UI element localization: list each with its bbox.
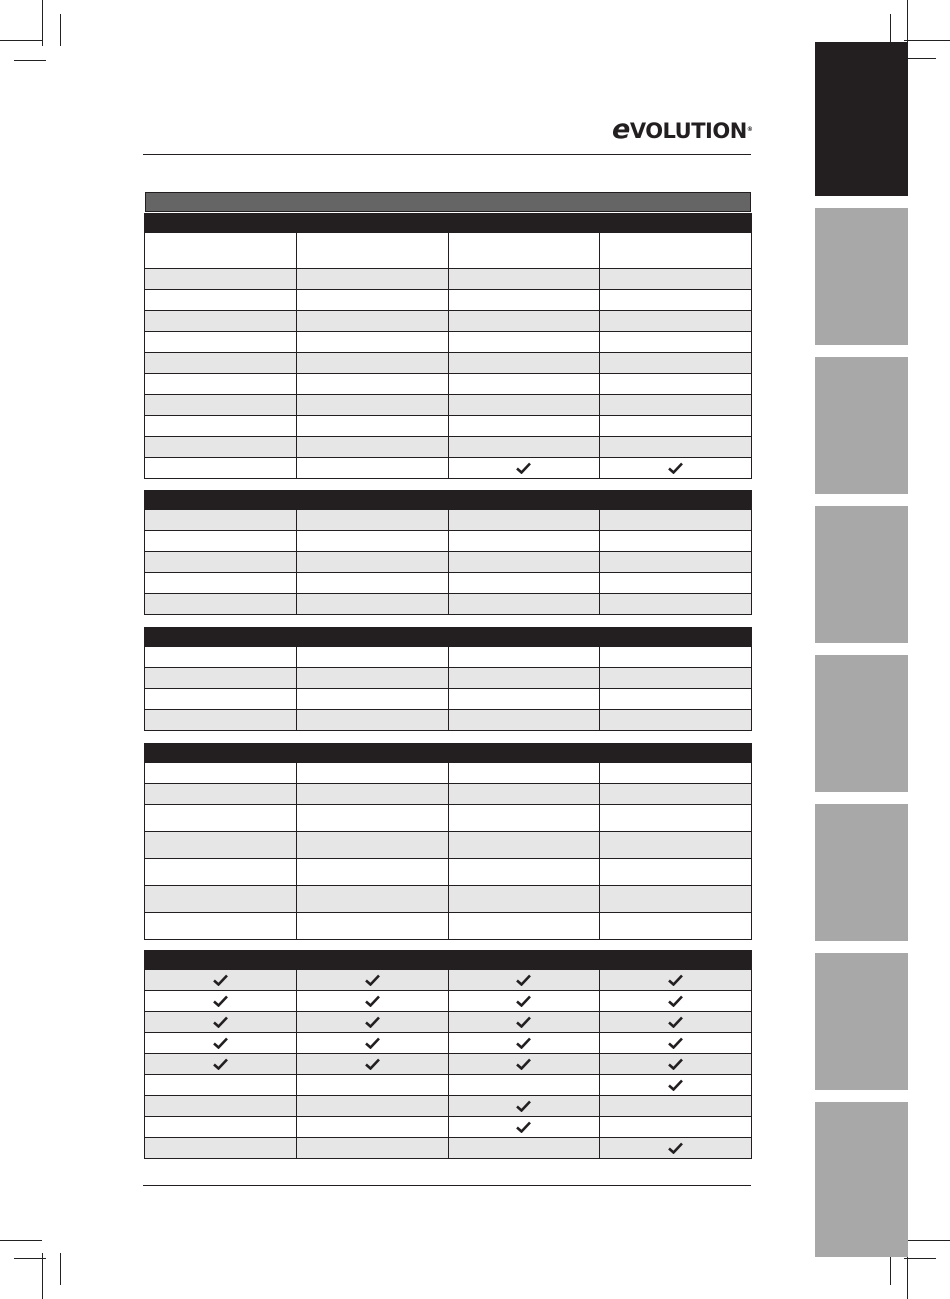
spec-section — [144, 490, 752, 615]
table-cell — [600, 859, 751, 885]
table-cell — [145, 594, 297, 614]
table-row — [144, 1096, 752, 1117]
table-cell — [145, 395, 297, 415]
header-rule — [143, 154, 751, 155]
checkmark-icon — [668, 995, 683, 1007]
table-cell — [297, 395, 449, 415]
table-row — [144, 374, 752, 395]
table-cell — [449, 1054, 601, 1074]
table-cell — [145, 710, 297, 730]
table-cell — [297, 1117, 449, 1137]
table-cell — [449, 458, 601, 478]
table-row — [144, 970, 752, 991]
section-tab — [815, 953, 908, 1090]
table-cell — [297, 531, 449, 551]
table-cell — [600, 805, 751, 831]
table-cell — [449, 510, 601, 530]
table-cell — [600, 458, 751, 478]
checkmark-icon — [365, 974, 380, 986]
table-row — [144, 510, 752, 531]
table-cell — [145, 784, 297, 804]
spec-section — [144, 743, 752, 940]
table-cell — [145, 233, 297, 268]
evolution-logo — [612, 116, 757, 144]
table-row — [144, 710, 752, 731]
table-cell — [449, 416, 601, 436]
table-row — [144, 1075, 752, 1096]
crop-mark — [60, 14, 61, 46]
table-cell — [449, 668, 601, 688]
checkmark-icon — [213, 1037, 228, 1049]
table-cell — [297, 458, 449, 478]
crop-mark — [0, 1240, 42, 1241]
table-cell — [600, 573, 751, 593]
table-row — [144, 332, 752, 353]
table-cell — [297, 668, 449, 688]
table-row — [144, 353, 752, 374]
table-cell — [449, 1117, 601, 1137]
table-cell — [600, 531, 751, 551]
table-row — [144, 689, 752, 710]
checkmark-icon — [668, 1037, 683, 1049]
table-cell — [449, 233, 601, 268]
table-cell — [297, 805, 449, 831]
table-cell — [145, 913, 297, 939]
section-tabs — [815, 0, 908, 1299]
table-cell — [449, 710, 601, 730]
table-row — [144, 1012, 752, 1033]
table-cell — [600, 689, 751, 709]
table-cell — [145, 573, 297, 593]
trademark-symbol: ® — [746, 126, 753, 133]
section-tab — [815, 655, 908, 792]
table-cell — [297, 784, 449, 804]
table-cell — [449, 290, 601, 310]
crop-mark — [42, 0, 43, 46]
checkmark-icon — [365, 995, 380, 1007]
table-cell — [145, 552, 297, 572]
checkmark-icon — [365, 1058, 380, 1070]
table-cell — [449, 832, 601, 858]
table-cell — [449, 1096, 601, 1116]
table-cell — [145, 437, 297, 457]
table-cell — [449, 805, 601, 831]
table-cell — [449, 374, 601, 394]
table-row — [144, 290, 752, 311]
checkmark-icon — [668, 462, 683, 474]
table-cell — [145, 269, 297, 289]
table-cell — [449, 311, 601, 331]
table-cell — [145, 668, 297, 688]
table-cell — [145, 1117, 297, 1137]
table-row — [144, 1033, 752, 1054]
crop-mark — [60, 1253, 61, 1285]
table-cell — [600, 416, 751, 436]
table-cell — [145, 374, 297, 394]
checkmark-icon — [516, 462, 531, 474]
table-cell — [449, 353, 601, 373]
table-row — [144, 886, 752, 913]
crop-mark — [904, 1258, 936, 1259]
table-cell — [145, 416, 297, 436]
section-header — [144, 627, 752, 647]
table-row — [144, 458, 752, 479]
checkmark-icon — [516, 995, 531, 1007]
table-cell — [145, 1033, 297, 1053]
table-cell — [145, 332, 297, 352]
table-cell — [600, 1075, 751, 1095]
table-cell — [297, 1138, 449, 1158]
checkmark-icon — [668, 1142, 683, 1154]
table-cell — [449, 970, 601, 990]
section-header — [144, 950, 752, 970]
table-cell — [145, 353, 297, 373]
table-cell — [600, 233, 751, 268]
checkmark-icon — [668, 1079, 683, 1091]
table-row — [144, 233, 752, 269]
table-cell — [449, 1138, 601, 1158]
table-cell — [600, 269, 751, 289]
table-cell — [145, 1012, 297, 1032]
table-cell — [600, 832, 751, 858]
table-cell — [297, 689, 449, 709]
table-cell — [600, 1033, 751, 1053]
table-cell — [145, 311, 297, 331]
table-cell — [145, 763, 297, 783]
table-row — [144, 416, 752, 437]
table-cell — [449, 913, 601, 939]
spec-section — [144, 213, 752, 479]
table-cell — [145, 290, 297, 310]
table-cell — [297, 832, 449, 858]
table-row — [144, 991, 752, 1012]
section-tab — [815, 506, 908, 643]
section-header — [144, 213, 752, 233]
table-cell — [297, 710, 449, 730]
table-cell — [297, 510, 449, 530]
table-cell — [145, 1054, 297, 1074]
table-cell — [145, 689, 297, 709]
table-cell — [297, 233, 449, 268]
table-cell — [449, 437, 601, 457]
logo-e-glyph: e — [612, 114, 630, 145]
crop-mark — [904, 1240, 950, 1241]
table-cell — [449, 395, 601, 415]
checkmark-icon — [668, 974, 683, 986]
table-row — [144, 437, 752, 458]
footer-rule — [143, 1185, 751, 1186]
table-cell — [145, 991, 297, 1011]
table-row — [144, 832, 752, 859]
checkmark-icon — [668, 1058, 683, 1070]
table-row — [144, 594, 752, 615]
table-row — [144, 913, 752, 940]
table-cell — [449, 886, 601, 912]
section-header — [144, 743, 752, 763]
table-row — [144, 1054, 752, 1075]
table-cell — [145, 531, 297, 551]
table-row — [144, 784, 752, 805]
table-cell — [145, 805, 297, 831]
table-cell — [297, 1033, 449, 1053]
table-cell — [600, 991, 751, 1011]
table-cell — [145, 859, 297, 885]
section-tab — [815, 804, 908, 941]
table-cell — [297, 1054, 449, 1074]
table-cell — [297, 859, 449, 885]
table-cell — [449, 1012, 601, 1032]
table-cell — [600, 668, 751, 688]
table-cell — [449, 573, 601, 593]
table-cell — [600, 710, 751, 730]
table-cell — [145, 970, 297, 990]
checkmark-icon — [213, 1016, 228, 1028]
checkmark-icon — [213, 995, 228, 1007]
table-cell — [449, 531, 601, 551]
table-cell — [145, 458, 297, 478]
table-cell — [297, 913, 449, 939]
table-cell — [297, 437, 449, 457]
section-header — [144, 490, 752, 510]
table-row — [144, 311, 752, 332]
checkmark-icon — [516, 1100, 531, 1112]
table-cell — [297, 1096, 449, 1116]
table-cell — [145, 510, 297, 530]
table-cell — [145, 1138, 297, 1158]
table-row — [144, 1138, 752, 1159]
table-cell — [297, 416, 449, 436]
table-cell — [297, 647, 449, 667]
table-cell — [449, 763, 601, 783]
table-cell — [600, 913, 751, 939]
section-tab — [815, 1102, 908, 1257]
section-tab — [815, 357, 908, 494]
table-cell — [600, 1012, 751, 1032]
checkmark-icon — [516, 1058, 531, 1070]
crop-mark — [904, 40, 950, 41]
table-row — [144, 573, 752, 594]
table-cell — [600, 332, 751, 352]
table-cell — [600, 311, 751, 331]
table-cell — [297, 594, 449, 614]
checkmark-icon — [213, 974, 228, 986]
table-row — [144, 552, 752, 573]
table-cell — [600, 1096, 751, 1116]
table-cell — [449, 269, 601, 289]
section-tab-active — [815, 42, 908, 196]
table-cell — [449, 1033, 601, 1053]
table-cell — [297, 1075, 449, 1095]
table-cell — [145, 647, 297, 667]
table-cell — [297, 552, 449, 572]
table-cell — [600, 1054, 751, 1074]
table-cell — [145, 1096, 297, 1116]
crop-mark — [0, 40, 42, 41]
table-row — [144, 668, 752, 689]
table-cell — [600, 1138, 751, 1158]
checkmark-icon — [516, 1121, 531, 1133]
table-cell — [297, 353, 449, 373]
table-cell — [297, 311, 449, 331]
spec-section — [144, 627, 752, 731]
table-cell — [600, 1117, 751, 1137]
table-cell — [600, 552, 751, 572]
table-cell — [449, 594, 601, 614]
table-cell — [297, 991, 449, 1011]
table-cell — [297, 573, 449, 593]
crop-mark — [42, 1253, 43, 1299]
table-cell — [297, 886, 449, 912]
checkmark-icon — [365, 1037, 380, 1049]
table-cell — [600, 763, 751, 783]
crop-mark — [14, 60, 46, 61]
table-cell — [600, 353, 751, 373]
checkmark-icon — [668, 1016, 683, 1028]
table-cell — [600, 510, 751, 530]
table-row — [144, 859, 752, 886]
table-cell — [600, 395, 751, 415]
table-cell — [297, 1012, 449, 1032]
checkmark-icon — [516, 1037, 531, 1049]
table-cell — [145, 1075, 297, 1095]
table-cell — [600, 290, 751, 310]
checkmark-icon — [516, 1016, 531, 1028]
table-cell — [600, 886, 751, 912]
table-cell — [449, 689, 601, 709]
table-cell — [297, 970, 449, 990]
logo-text: VOLUTION — [629, 119, 747, 143]
table-cell — [449, 552, 601, 572]
table-cell — [449, 784, 601, 804]
table-cell — [297, 269, 449, 289]
table-row — [144, 395, 752, 416]
table-cell — [297, 332, 449, 352]
checkmark-icon — [213, 1058, 228, 1070]
table-cell — [449, 332, 601, 352]
table-row — [144, 531, 752, 552]
checkmark-icon — [516, 974, 531, 986]
spec-section — [144, 950, 752, 1159]
table-cell — [600, 594, 751, 614]
table-cell — [297, 290, 449, 310]
table-cell — [449, 859, 601, 885]
table-row — [144, 647, 752, 668]
table-cell — [297, 374, 449, 394]
table-cell — [297, 763, 449, 783]
section-tab — [815, 208, 908, 345]
table-cell — [600, 784, 751, 804]
table-cell — [449, 1075, 601, 1095]
table-cell — [600, 970, 751, 990]
table-row — [144, 805, 752, 832]
table-row — [144, 269, 752, 290]
checkmark-icon — [365, 1016, 380, 1028]
table-row — [144, 1117, 752, 1138]
table-cell — [600, 437, 751, 457]
table-cell — [145, 886, 297, 912]
table-title-bar — [145, 192, 751, 212]
table-cell — [600, 647, 751, 667]
table-cell — [600, 374, 751, 394]
table-row — [144, 763, 752, 784]
table-cell — [145, 832, 297, 858]
crop-mark — [904, 58, 936, 59]
table-cell — [449, 991, 601, 1011]
table-cell — [449, 647, 601, 667]
